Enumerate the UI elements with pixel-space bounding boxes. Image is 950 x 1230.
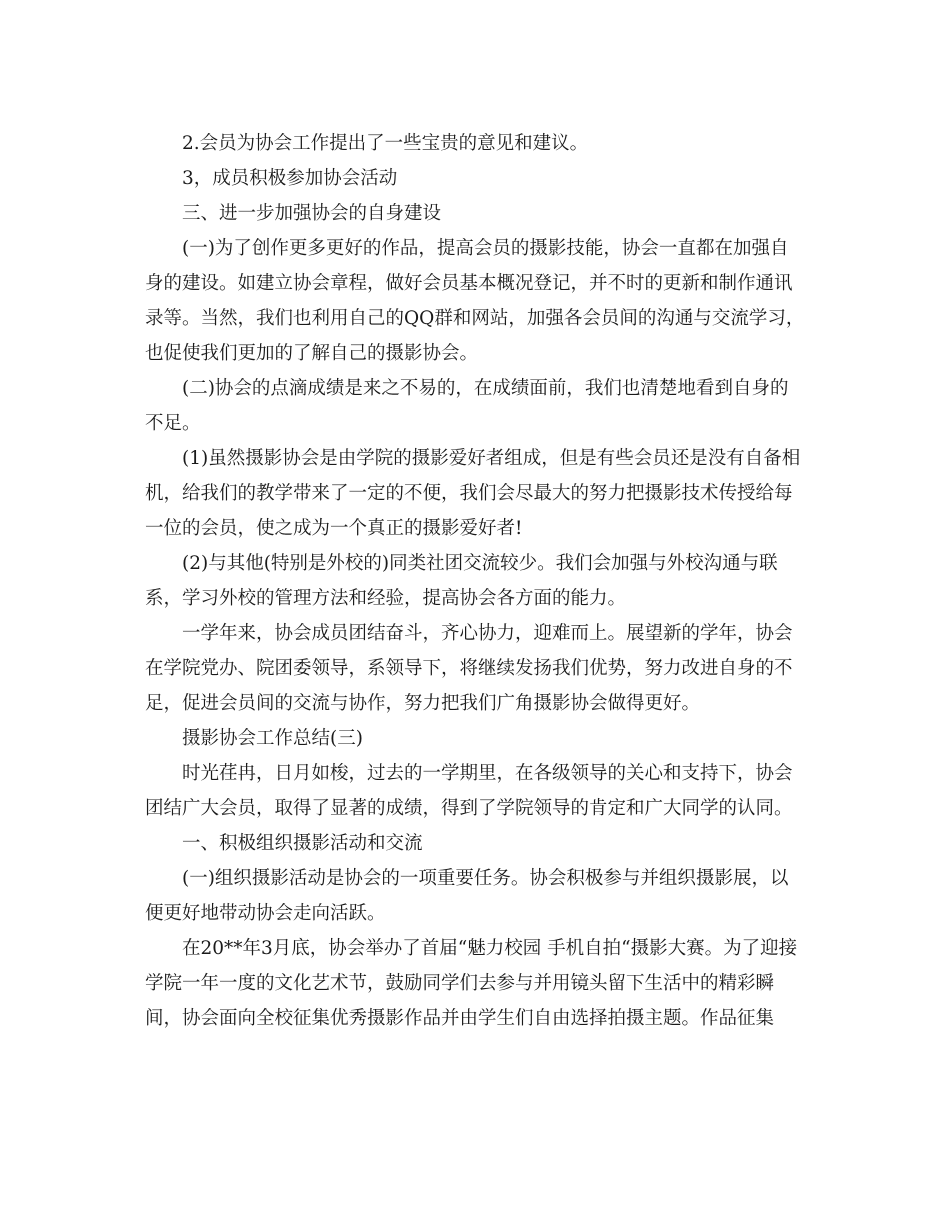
paragraph-6: (1)虽然摄影协会是由学院的摄影爱好者组成，但是有些会员还是没有自备相机，给我们的教学带来了一定的不便，我们会尽最大的努力把摄影技术传授给每一位的会员，使之成为一个真正的摄影爱好者!	[145, 448, 801, 539]
paragraph-13: 在20**年3月底，协会举办了首届“魅力校园 手机自拍“摄影大赛。为了迎接学院一年一度的文化艺术节，鼓励同学们去参与并用镜头留下生活中的精彩瞬间，协会面向全校征集优秀摄影作品并由学生们自由选择拍摄主题。作品征集	[145, 938, 798, 1029]
paragraph-5: (二)协会的点滴成绩是来之不易的，在成绩面前，我们也清楚地看到自身的不足。	[145, 378, 789, 434]
section-heading-3: 三、进一步加强协会的自身建设	[182, 203, 442, 224]
paragraph-8: 一学年来，协会成员团结奋斗，齐心协力，迎难而上。展望新的学年，协会在学院党办、院团委领导，系领导下，将继续发扬我们优势，努力改进自身的不足，促进会员间的交流与协作，努力把我们广角摄影协会做得更好。	[145, 623, 793, 714]
paragraph-10: 时光荏冉，日月如梭，过去的一学期里，在各级领导的关心和支持下，协会团结广大会员，取得了显著的成绩，得到了学院领导的肯定和广大同学的认同。	[145, 763, 793, 819]
section-title-summary-3: 摄影协会工作总结(三)	[182, 728, 363, 749]
paragraph-1: 2.会员为协会工作提出了一些宝贵的意见和建议。	[182, 133, 589, 154]
paragraph-12: (一)组织摄影活动是协会的一项重要任务。协会积极参与并组织摄影展，以便更好地带动协会走向活跃。	[145, 868, 789, 924]
paragraph-2: 3，成员积极参加协会活动	[182, 168, 398, 189]
paragraph-7: (2)与其他(特别是外校的)同类社团交流较少。我们会加强与外校沟通与联系，学习外校的管理方法和经验，提高协会各方面的能力。	[145, 553, 778, 609]
paragraph-4: (一)为了创作更多更好的作品，提高会员的摄影技能，协会一直都在加强自身的建设。如建立协会章程，做好会员基本概况登记，并不时的更新和制作通讯录等。当然，我们也利用自己的QQ群和网站，加强各会员间的沟通与交流学习，也促使我们更加的了解自己的摄影协会。	[145, 238, 805, 364]
document-body	[145, 126, 805, 1036]
section-heading-11: 一、积极组织摄影活动和交流	[182, 833, 423, 854]
